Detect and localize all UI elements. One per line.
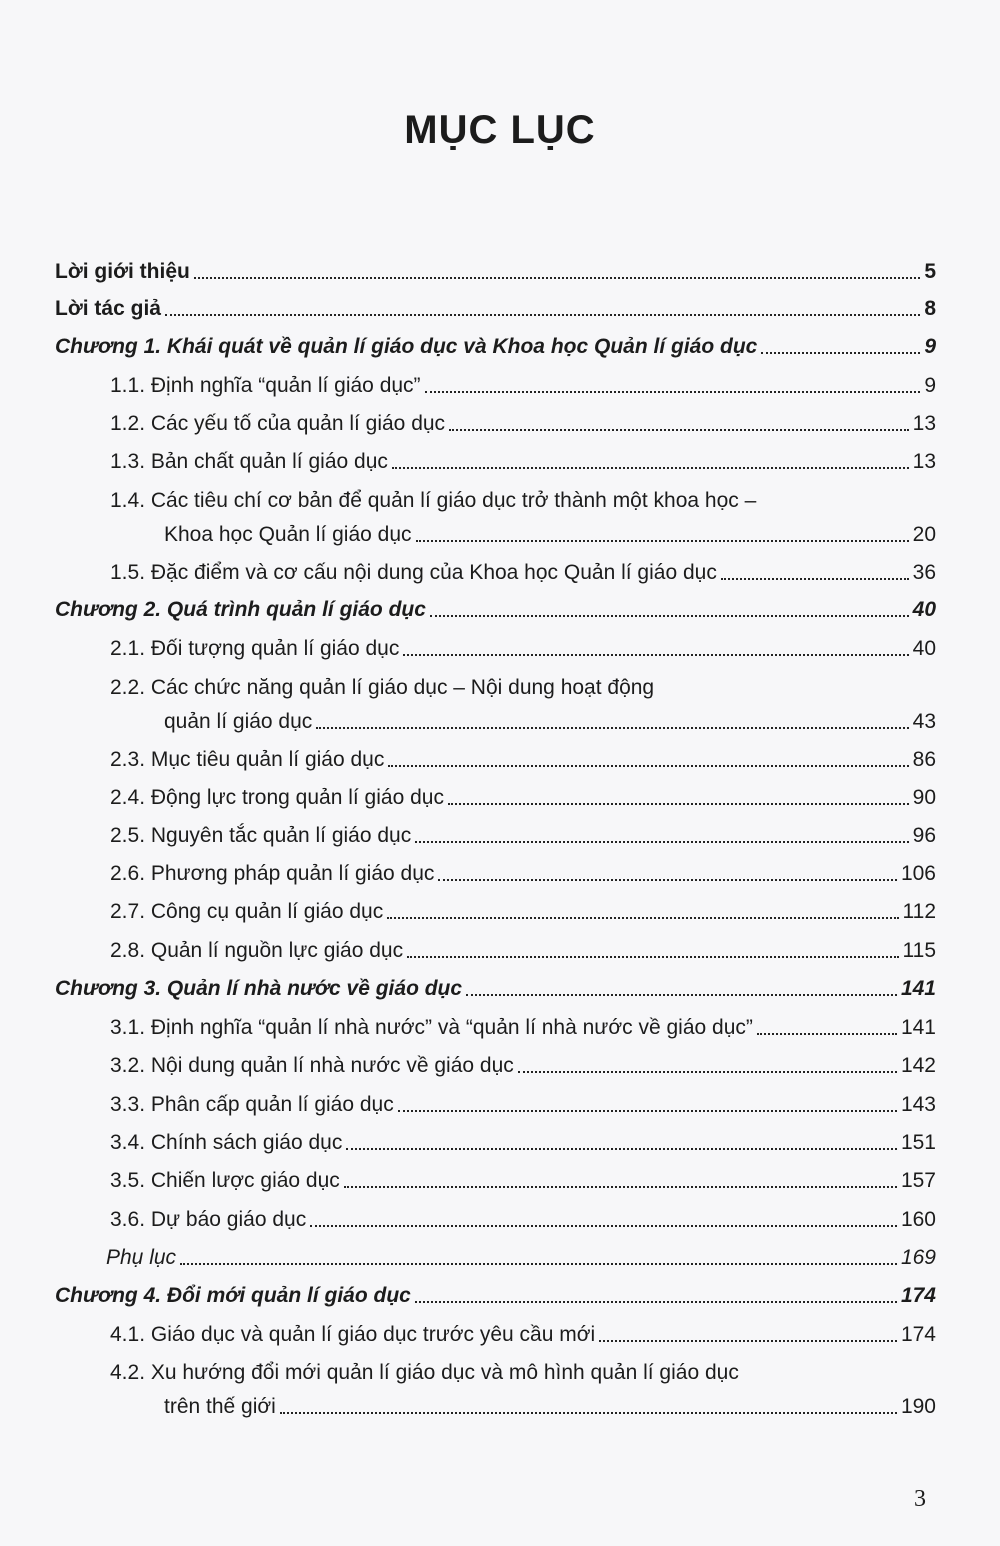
toc-entry-label: Lời tác giả xyxy=(55,297,161,320)
toc-entry-label: 2.8. Quản lí nguồn lực giáo dục xyxy=(110,939,404,962)
dot-leader xyxy=(403,653,908,656)
toc-entry-page: 141 xyxy=(900,977,936,1000)
toc-entry-page: 40 xyxy=(912,598,936,621)
toc-entry-page: 190 xyxy=(900,1395,936,1418)
toc-entry-page: 115 xyxy=(902,939,936,962)
page-number: 3 xyxy=(914,1486,926,1512)
toc-entry-label: Chương 2. Quá trình quản lí giáo dục xyxy=(55,598,426,621)
toc-entry-page: 90 xyxy=(912,786,936,809)
dot-leader xyxy=(466,993,897,996)
toc-entry-page: 86 xyxy=(912,748,936,771)
toc-entry-label: 2.3. Mục tiêu quản lí giáo dục xyxy=(110,748,385,771)
dot-leader xyxy=(310,1224,897,1227)
toc-entry-page: 160 xyxy=(900,1208,936,1231)
toc-entry-label: Phụ lục xyxy=(106,1246,177,1269)
toc-entry-label: 3.1. Định nghĩa “quản lí nhà nước” và “quản lí nhà nước về giáo dục” xyxy=(110,1016,753,1039)
toc-entry-label: 1.1. Định nghĩa “quản lí giáo dục” xyxy=(110,374,421,397)
toc-entry-page: 5 xyxy=(924,260,936,283)
dot-leader xyxy=(392,466,909,469)
toc-entry-label: 3.2. Nội dung quản lí nhà nước về giáo dục xyxy=(110,1054,514,1077)
dot-leader xyxy=(438,878,897,881)
dot-leader xyxy=(449,428,909,431)
toc-entry-label-continuation: quản lí giáo dục xyxy=(164,710,313,733)
toc-entry-label: 3.6. Dự báo giáo dục xyxy=(110,1208,307,1231)
toc-entry-page: 13 xyxy=(912,450,936,473)
toc-entry-label: 1.4. Các tiêu chí cơ bản để quản lí giáo dục trở thành một khoa học – xyxy=(110,489,757,512)
toc-entry-label: 1.3. Bản chất quản lí giáo dục xyxy=(110,450,388,473)
toc-entry-label: 2.2. Các chức năng quản lí giáo dục – Nội dung hoạt động xyxy=(110,676,655,699)
toc-entry-label: 3.5. Chiến lược giáo dục xyxy=(110,1169,340,1192)
dot-leader xyxy=(448,802,909,805)
dot-leader xyxy=(430,614,909,617)
toc-entry-page: 174 xyxy=(900,1284,936,1307)
dot-leader xyxy=(518,1070,897,1073)
dot-leader xyxy=(415,1300,897,1303)
dot-leader xyxy=(599,1339,897,1342)
dot-leader xyxy=(388,764,908,767)
dot-leader xyxy=(346,1147,897,1150)
dot-leader xyxy=(316,726,908,729)
toc-entry-page: 20 xyxy=(912,523,936,546)
toc-entry-label: 2.7. Công cụ quản lí giáo dục xyxy=(110,900,384,923)
toc-entry-label: 2.4. Động lực trong quản lí giáo dục xyxy=(110,786,444,809)
dot-leader xyxy=(398,1109,897,1112)
toc-entry-page: 9 xyxy=(924,374,936,397)
toc-entry-page: 112 xyxy=(902,900,936,923)
dot-leader xyxy=(165,313,920,316)
toc-entry-label: Chương 3. Quản lí nhà nước về giáo dục xyxy=(55,977,463,1000)
toc-entry-page: 106 xyxy=(900,862,936,885)
toc-entry-page: 96 xyxy=(912,824,936,847)
toc-entry-label: Chương 4. Đổi mới quản lí giáo dục xyxy=(55,1284,411,1307)
toc-entry-page: 40 xyxy=(912,637,936,660)
toc-entry-label: 4.2. Xu hướng đổi mới quản lí giáo dục và mô hình quản lí giáo dục xyxy=(110,1361,739,1384)
toc-entry-label: 1.5. Đặc điểm và cơ cấu nội dung của Khoa học Quản lí giáo dục xyxy=(110,561,717,584)
toc-entry-label-continuation: Khoa học Quản lí giáo dục xyxy=(164,523,412,546)
toc-entry-label: 3.4. Chính sách giáo dục xyxy=(110,1131,343,1154)
toc-entry-page: 13 xyxy=(912,412,936,435)
toc-entry-page: 9 xyxy=(924,335,936,358)
toc-entry-page: 142 xyxy=(900,1054,936,1077)
toc-entry-label: 3.3. Phân cấp quản lí giáo dục xyxy=(110,1093,394,1116)
dot-leader xyxy=(180,1262,897,1265)
dot-leader xyxy=(416,539,909,542)
dot-leader xyxy=(344,1185,897,1188)
dot-leader xyxy=(194,276,920,279)
dot-leader xyxy=(757,1032,897,1035)
toc-entry-label: 1.2. Các yếu tố của quản lí giáo dục xyxy=(110,412,446,435)
dot-leader xyxy=(415,840,908,843)
dot-leader xyxy=(280,1411,897,1414)
toc-entry-page: 36 xyxy=(912,561,936,584)
toc-entry-page: 151 xyxy=(900,1131,936,1154)
dot-leader xyxy=(407,955,898,958)
toc-entry-page: 174 xyxy=(900,1323,936,1346)
toc-entry-label-continuation: trên thế giới xyxy=(164,1395,276,1418)
toc-entry-label: 2.5. Nguyên tắc quản lí giáo dục xyxy=(110,824,412,847)
toc-entry-label: Lời giới thiệu xyxy=(55,260,190,283)
toc-entry-page: 8 xyxy=(924,297,936,320)
toc-entry-label: 2.1. Đối tượng quản lí giáo dục xyxy=(110,637,400,660)
dot-leader xyxy=(761,351,920,354)
toc-entry-label: 2.6. Phương pháp quản lí giáo dục xyxy=(110,862,435,885)
toc-entry-page: 143 xyxy=(900,1093,936,1116)
toc-entry-page: 43 xyxy=(912,710,936,733)
page-title: MỤC LỤC xyxy=(404,108,596,152)
toc-entry-label: Chương 1. Khái quát về quản lí giáo dục và Khoa học Quản lí giáo dục xyxy=(55,335,758,358)
dot-leader xyxy=(721,577,909,580)
dot-leader xyxy=(387,916,898,919)
dot-leader xyxy=(425,390,921,393)
toc-entry-label: 4.1. Giáo dục và quản lí giáo dục trước yêu cầu mới xyxy=(110,1323,596,1346)
toc-entry-page: 141 xyxy=(900,1016,936,1039)
toc-entry-page: 157 xyxy=(900,1169,936,1192)
toc-entry-page: 169 xyxy=(900,1246,936,1269)
